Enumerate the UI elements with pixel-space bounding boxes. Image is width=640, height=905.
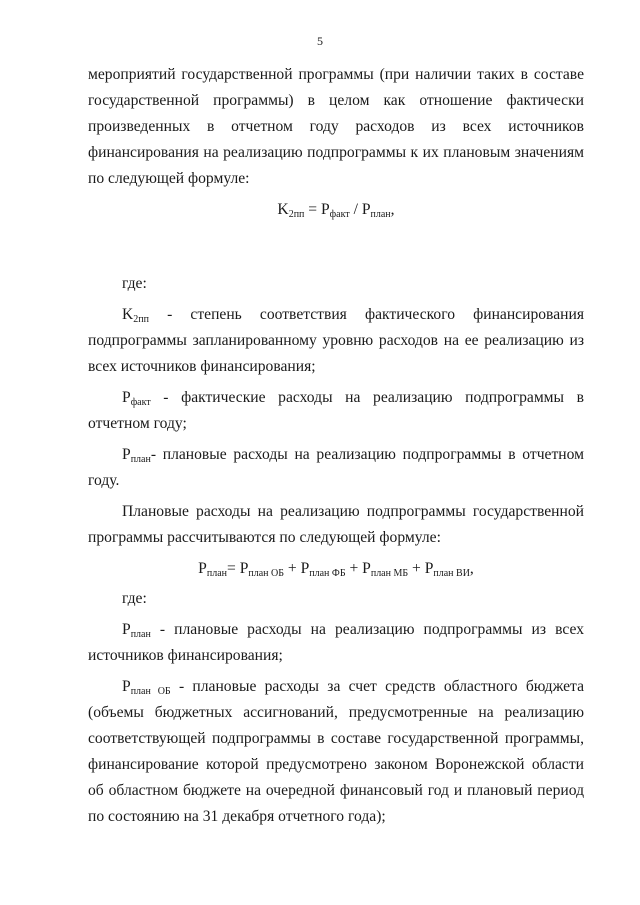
formula2-lhs-symbol: P — [198, 560, 207, 577]
def-text: - плановые расходы за счет средств областного бюджета (объемы бюджетных ассигнований, предусмотренные на реализацию соответствующей подпрограммы в составе государственной программы, финансирование которой предусмотрено законом Воронежской области об областном бюджете на очередной финансовый год и плановый период по состоянию на 31 декабря отчетного года); — [88, 678, 584, 825]
def-symbol: K — [122, 306, 134, 323]
document-body — [88, 62, 584, 835]
formula-equals: = — [304, 201, 321, 218]
definition-pplan-ob — [88, 674, 584, 830]
formula2-term-mb-symbol: P — [362, 560, 371, 577]
formula-pfact-symbol: P — [320, 201, 330, 218]
def-subscript: факт — [130, 397, 151, 408]
formula2-term-vi-symbol: P — [424, 560, 434, 577]
def-subscript: план ОБ — [130, 686, 171, 697]
def-text: - плановые расходы на реализацию подпрограммы в отчетном году. — [88, 446, 584, 489]
page-number: 5 — [317, 34, 323, 48]
def-symbol: P — [122, 678, 131, 695]
formula2-plus: + — [284, 560, 301, 577]
formula2-equals: = — [227, 560, 240, 577]
formula-pfact-subscript: факт — [329, 209, 350, 220]
intro-paragraph: мероприятий государственной программы (при наличии таких в составе государственной программы) в целом как отношение фактически произведенных в отчетном году расходов из всех источников финансирования на реализацию подпрограммы к их плановым значениям по следующей формуле: — [88, 66, 584, 187]
def-subscript: план — [130, 629, 151, 640]
def-symbol: P — [122, 621, 131, 638]
definition-pplan-total — [88, 617, 584, 669]
formula2-term-fb-subscript: план ФБ — [309, 568, 346, 579]
formula-k2pp — [88, 197, 584, 223]
plan-intro-paragraph: Плановые расходы на реализацию подпрограммы государственной программы рассчитываются по следующей формуле: — [88, 503, 584, 546]
def-subscript: план — [130, 454, 151, 465]
formula2-term-ob-symbol: P — [239, 560, 249, 577]
def-symbol: P — [122, 389, 131, 406]
where-label: где: — [122, 590, 147, 607]
formula2-plus: + — [345, 560, 363, 577]
formula-k-symbol: K — [277, 201, 289, 218]
formula-k-subscript: 2пп — [288, 209, 305, 220]
where-label: где: — [122, 275, 147, 292]
formula-pplan-symbol: P — [361, 201, 371, 218]
definition-k2pp — [88, 302, 584, 380]
formula2-lhs-subscript: план — [206, 568, 227, 579]
formula-end: , — [390, 201, 395, 218]
definition-pfact — [88, 385, 584, 437]
formula-pplan — [88, 556, 584, 582]
spacer — [88, 229, 584, 271]
def-text: - фактические расходы на реализацию подпрограммы в отчетном году; — [88, 389, 584, 432]
formula-pplan-subscript: план — [370, 209, 391, 220]
definition-pplan — [88, 442, 584, 494]
def-text: - плановые расходы на реализацию подпрограммы из всех источников финансирования; — [88, 621, 584, 664]
formula-divide: / — [349, 201, 362, 218]
formula2-plus: + — [408, 560, 425, 577]
formula2-term-fb-symbol: P — [300, 560, 310, 577]
def-symbol: P — [122, 446, 131, 463]
formula2-end: , — [469, 560, 474, 577]
formula2-term-vi-subscript: план ВИ — [433, 568, 470, 579]
formula2-term-ob-subscript: план ОБ — [248, 568, 284, 579]
formula2-term-mb-subscript: план МБ — [370, 568, 409, 579]
def-subscript: 2пп — [133, 314, 149, 325]
def-text: - степень соответствия фактического финансирования подпрограммы запланированному уровню расходов на ее реализацию из всех источников финансирования; — [88, 306, 584, 375]
